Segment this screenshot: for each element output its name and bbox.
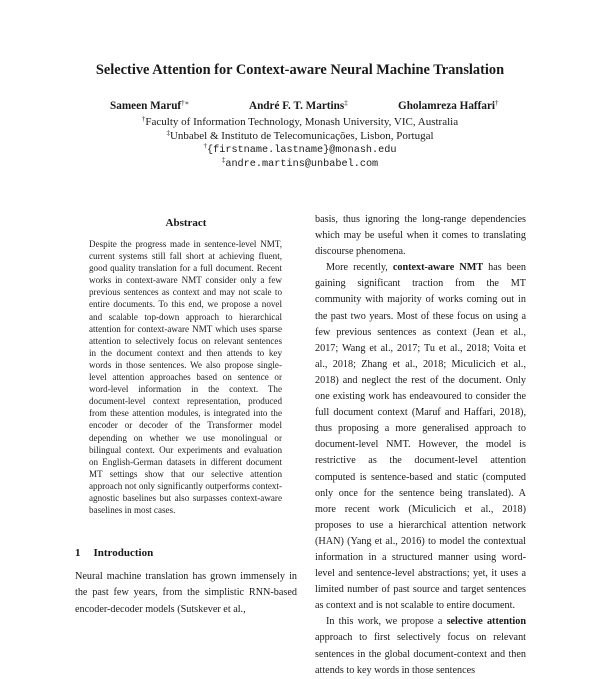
introduction-paragraph: Neural machine translation has grown immensely in the past few years, from the simplistic RNN-based encoder-decoder models (Sutskever et al., [75, 571, 297, 615]
author-1: Sameen Maruf†∗ [110, 99, 190, 112]
email-2: ‡andre.martins@unbabel.com [221, 156, 379, 170]
paragraph-3: In this work, we propose a selective attention approach to first selectively focus on relevant sentences in the global document-context and then attends to key words in those sentences [315, 616, 527, 676]
right-column [315, 212, 526, 679]
abstract-body: Despite the progress made in sentence-level NMT, current systems still fall short at achieving fluent, good quality translation for a full document. Recent works in context-aware NMT consider only a few previous sentences as context and may not scale to entire documents. To this end, we propose a novel and scalable top-down approach to hierarchical attention for context-aware NMT which uses sparse attention to selectively focus on relevant sentences in the document context and then attends to key words in those sentences. We also propose single-level attention approaches based on sentence or word-level information in the context. The document-level context representation, produced from these attention modules, is integrated into the encoder or decoder of the Transformer model depending on whether we use monolingual or bilingual context. Our experiments and evaluation on English-German datasets in different document MT settings show that our selective attention approach not only significantly outperforms context-agnostic baselines but also surpasses context-aware baselines in most cases. [89, 239, 282, 516]
affiliation-1: †Faculty of Information Technology, Monash University, VIC, Australia [141, 115, 459, 128]
author-3: Gholamreza Haffari† [398, 99, 499, 112]
affiliation-2: ‡Unbabel & Instituto de Telecomunicações, Lisbon, Portugal [166, 129, 434, 142]
author-2: André F. T. Martins‡ [249, 99, 348, 112]
term-context-aware-nmt: context-aware NMT [392, 262, 484, 274]
section-heading-introduction: 1 Introduction [75, 547, 154, 559]
paragraph-2: More recently, context-aware NMT has been gaining significant traction from the MT community with majority of works coming out in the past two years. Most of these focus on using a few previous sentences as context (Jean et al., 2017; Wang et al., 2017; Tu et al., 2018; Voita et al., 2018; Zhang et al., 2018; Miculicich et al., 2018) and neglect the rest of the document. Only one existing work has endeavoured to consider the full document context (Maruf and Haffari, 2018), thus proposing a more generalised approach to document-level NMT. However, the model is restrictive as the document-level attention computed is sentence-based and static (computed only once for the sentence being translated). A more recent work (Miculicich et al., 2018) proposes to use a hierarchical attention network (HAN) (Yang et al., 2016) to model the contextual information in a structured manner using word-level and sentence-level abstractions; yet, it uses a limited number of past source and target sentences as context and is not scalable to entire document. [315, 262, 526, 612]
email-1: †{firstname.lastname}@monash.edu [203, 142, 397, 156]
term-selective-attention: selective attention [446, 616, 527, 628]
abstract-heading: Abstract [165, 217, 207, 229]
paper-title: Selective Attention for Context-aware Neural Machine Translation [95, 62, 505, 78]
paragraph-1: basis, thus ignoring the long-range dependencies which may be useful when it comes to translating discourse phenomena. [315, 214, 526, 258]
